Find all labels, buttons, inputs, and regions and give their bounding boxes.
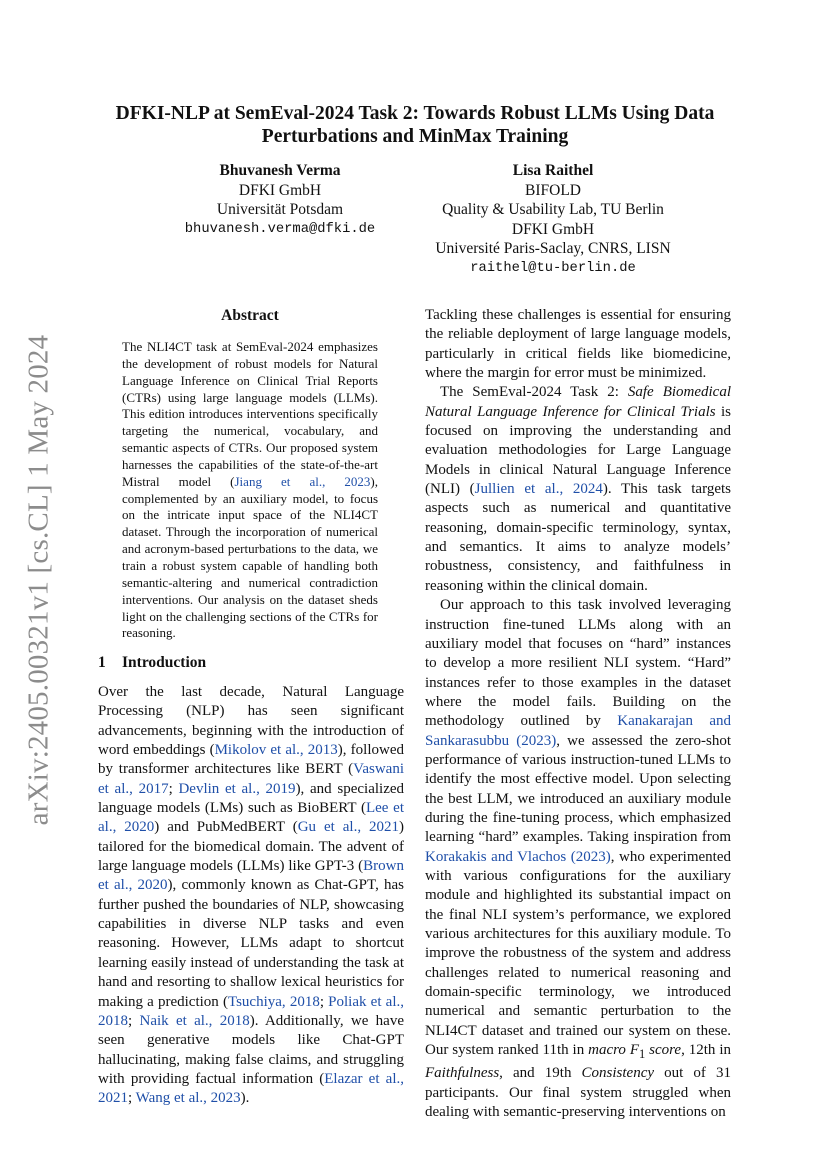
citation-link[interactable]: Poliak et al., 2018 — [98, 993, 404, 1029]
task-name: Safe Biomedical Natural Language Inference for Clinical Trials — [425, 384, 732, 420]
author-affiliation: Quality & Usability Lab, TU Berlin — [442, 201, 664, 219]
metric-name: macro F — [588, 1042, 639, 1059]
citation-link[interactable]: Kanakarajan and Sankarasubbu (2023) — [425, 713, 731, 749]
arxiv-sidebar-stamp — [14, 300, 64, 860]
citation-link[interactable]: Brown et al., 2020 — [98, 858, 404, 894]
abstract-heading: Abstract — [221, 307, 279, 324]
author-affiliation: DFKI GmbH — [511, 220, 595, 238]
author-block-2 — [418, 161, 688, 279]
citation-link[interactable]: Lee et al., 2020 — [98, 800, 404, 836]
intro-paragraph-3: The SemEval-2024 Task 2: Safe Biomedical Natural Language Inference for Clinical Trials is focused on improving the understanding and evaluation methodologies for Large Language Models in clinical Natural Language Inference (NLI) (Jullien et al., 2024). This task targets aspects such as numerical and quantitative reasoning, domain-specific terminology, syntax, and semantics. It aims to analyze models’ robustness, consistency, and faithfulness in reasoning within the clinical domain. — [425, 384, 732, 594]
citation-link[interactable]: Tsuchiya, 2018 — [227, 993, 320, 1010]
citation-link[interactable]: Jiang et al., 2023 — [234, 473, 371, 489]
arxiv-identifier: arXiv:2405.00321v1 [cs.CL] 1 May 2024 — [22, 334, 55, 826]
section-title: Introduction — [122, 654, 207, 671]
intro-paragraph-1: Over the last decade, Natural Language Processing (NLP) has seen significant advancements, beginning with the introduction of word embeddings (Mikolov et al., 2013), followed by transformer architectures like BERT (Vaswani et al., 2017; Devlin et al., 2019), and specialized language models (LMs) such as BioBERT (Lee et al., 2020) and PubMedBERT (Gu et al., 2021) tailored for the biomedical domain. The advent of large language models (LLMs) like GPT-3 (Brown et al., 2020), commonly known as Chat-GPT, has further pushed the boundaries of NLP, showcasing capabilities in diverse NLP tasks and even reasoning. However, LLMs adapt to shortcut learning easily instead of understanding the task at hand and resorting to shallow lexical heuristics for making a prediction (Tsuchiya, 2018; Poliak et al., 2018; Naik et al., 2018). Additionally, we have seen generative models like Chat-GPT hallucinating, making false claims, and struggling with providing factual information (Elazar et al., 2021; Wang et al., 2023). — [98, 684, 405, 1107]
intro-paragraph-4: Our approach to this task involved leveraging instruction fine-tuned LLMs along with an auxiliary model that focuses on “hard” instances to develop a more resilient NLI system. “Hard” instances refer to those examples in the dataset where the model fails. Building on the methodology outlined by Kanakarajan and Sankarasubbu (2023), we assessed the zero-shot performance of various instruction-tuned LLMs to identify the most effective model. Upon selecting the best LLM, we introduced an auxiliary module during the fine-tuning process, which emphasized learning “hard” examples. Taking inspiration from Korakakis and Vlachos (2023), who experimented with various configurations for the auxiliary module and highlighted its substantial impact on the final NLI system’s performance, we explored various architectures for this auxiliary module. To improve the robustness of the system and address challenges related to numerical reasoning and domain-specific terminology, we introduced numerical and semantic perturbation to the NLI4CT dataset and trained our system on these. Our system ranked 11th in macro $F_1$ score, 12th in Faithfulness, and 19th Consistency out of 31 participants. Our final system struggled when dealing with semantic-preserving interventions on — [425, 597, 732, 1121]
citation-link[interactable]: Naik et al., 2018 — [139, 1012, 250, 1029]
citation-link[interactable]: Vaswani et al., 2017 — [98, 761, 404, 797]
metric-name: score — [645, 1042, 682, 1059]
author-affiliation: BIFOLD — [525, 181, 581, 199]
author-affiliation: Universität Potsdam — [216, 201, 344, 219]
author-affiliation: Université Paris-Saclay, CNRS, LISN — [435, 240, 671, 258]
author-affiliation: DFKI GmbH — [238, 181, 322, 199]
abstract-body: The NLI4CT task at SemEval-2024 emphasizes the development of robust models for Natural Language Inference on Clinical Trial Reports (CTRs) using large language models (LLMs). This edition introduces interventions specifically targeting the numerical, vocabulary, and semantic aspects of CTRs. Our proposed system harnesses the capabilities of the state-of-the-art Mistral model (Jiang et al., 2023), complemented by an auxiliary model, to focus on the intricate input space of the NLI4CT dataset. Through the incorporation of numerical and acronym-based perturbations to the data, we train a robust system capable of handling both semantic-altering and numerical contradiction interventions. Our analysis on the dataset sheds light on the challenging sections of the CTRs for reasoning. — [122, 339, 378, 641]
metric-name: Consistency — [581, 1065, 655, 1082]
author-block-1 — [160, 161, 400, 239]
citation-link[interactable]: Jullien et al., 2024 — [474, 481, 603, 498]
citation-link[interactable]: Devlin et al., 2019 — [178, 780, 296, 797]
section-heading-introduction — [98, 654, 206, 672]
citation-link[interactable]: Korakakis and Vlachos (2023) — [425, 848, 611, 865]
citation-link[interactable]: Wang et al., 2023 — [135, 1090, 241, 1107]
intro-paragraph-2: Tackling these challenges is essential for ensuring the reliable deployment of large language models, particularly in critical fields like biomedicine, where the margin for error must be minimized. — [425, 307, 731, 382]
citation-link[interactable]: Gu et al., 2021 — [297, 819, 400, 836]
metric-subscript: 1 — [638, 1047, 646, 1062]
paper-title: DFKI-NLP at SemEval-2024 Task 2: Towards Robust LLMs Using Data Perturbations and MinMax Training — [115, 103, 715, 147]
author-email[interactable]: raithel@tu-berlin.de — [470, 260, 636, 276]
right-column — [425, 306, 731, 1122]
citation-link[interactable]: Mikolov et al., 2013 — [214, 742, 338, 759]
author-name: Bhuvanesh Verma — [219, 162, 341, 179]
citation-link[interactable]: Elazar et al., 2021 — [98, 1070, 404, 1107]
author-email[interactable]: bhuvanesh.verma@dfki.de — [184, 221, 376, 237]
left-column — [98, 683, 404, 1109]
metric-name: Faithfulness — [425, 1065, 500, 1082]
section-number: 1 — [98, 654, 106, 671]
author-name: Lisa Raithel — [512, 162, 594, 179]
